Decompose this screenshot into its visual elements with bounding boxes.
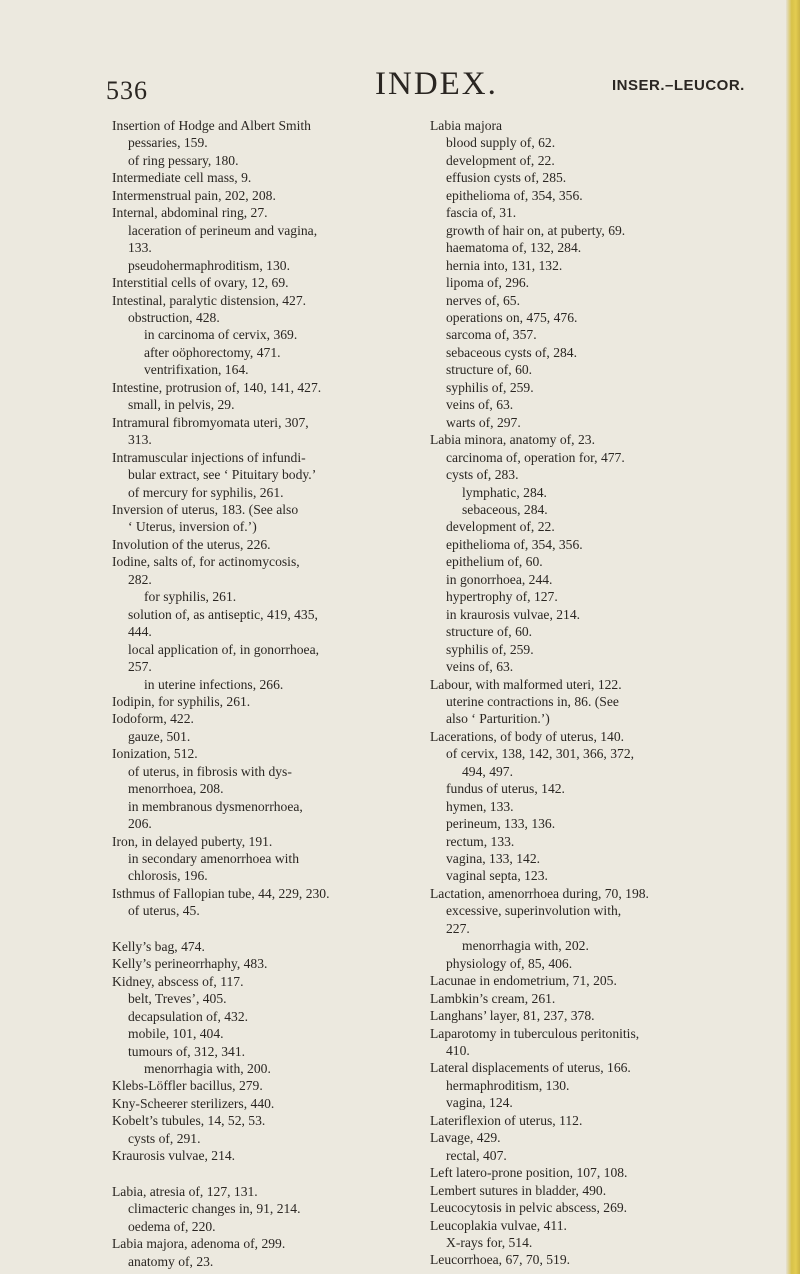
index-subentry: bular extract, see ‘ Pituitary body.’ <box>128 467 317 483</box>
index-entry: Leucocytosis in pelvic abscess, 269. <box>430 1200 628 1216</box>
index-subentry: cysts of, 291. <box>128 1130 201 1146</box>
index-entry: Intramural fibromyomata uteri, 307, <box>112 414 309 430</box>
index-subentry: gauze, 501. <box>128 728 191 744</box>
index-entry: Left latero-prone position, 107, 108. <box>430 1165 628 1181</box>
index-entry: Intestine, protrusion of, 140, 141, 427. <box>112 379 322 395</box>
index-subentry: ventrifixation, 164. <box>144 362 249 378</box>
index-entry: Lacunae in endometrium, 71, 205. <box>430 973 617 989</box>
index-entry: Kny-Scheerer sterilizers, 440. <box>112 1095 275 1111</box>
index-entry: Intermediate cell mass, 9. <box>112 170 252 186</box>
index-entry: Labour, with malformed uteri, 122. <box>430 676 622 692</box>
index-entry: Intramuscular injections of infundi- <box>112 449 306 465</box>
index-entry: Iodoform, 422. <box>112 711 194 727</box>
index-entry: Lacerations, of body of uterus, 140. <box>430 728 625 744</box>
index-subentry: fascia of, 31. <box>446 205 517 221</box>
index-subentry: menorrhoea, 208. <box>128 781 224 797</box>
index-subentry: chlorosis, 196. <box>128 868 208 884</box>
index-subentry: hymen, 133. <box>446 798 514 814</box>
index-entry: Kidney, abscess of, 117. <box>112 973 244 989</box>
index-subentry: local application of, in gonorrhoea, <box>128 641 320 657</box>
index-entry: Kraurosis vulvae, 214. <box>112 1148 236 1164</box>
index-subentry: belt, Treves’, 405. <box>128 991 227 1007</box>
index-subentry: in uterine infections, 266. <box>144 676 284 692</box>
index-subentry: hernia into, 131, 132. <box>446 257 563 273</box>
index-subentry: syphilis of, 259. <box>446 641 534 657</box>
index-entry: Leucoplakia vulvae, 411. <box>430 1217 567 1233</box>
index-entry: Intermenstrual pain, 202, 208. <box>112 187 276 203</box>
index-subentry: ‘ Uterus, inversion of.’) <box>128 519 257 535</box>
index-subentry: excessive, superinvolution with, <box>446 903 622 919</box>
page-number: 536 <box>106 76 148 105</box>
index-subentry: of uterus, in fibrosis with dys- <box>128 763 292 779</box>
running-head: INSER.–LEUCOR. <box>612 77 745 94</box>
index-entry: Iodipin, for syphilis, 261. <box>112 693 251 709</box>
index-subentry: epithelioma of, 354, 356. <box>446 187 583 203</box>
index-entry: Langhans’ layer, 81, 237, 378. <box>430 1008 595 1024</box>
index-subentry: for syphilis, 261. <box>144 589 237 605</box>
index-subentry: climacteric changes in, 91, 214. <box>128 1201 301 1217</box>
index-entry: Iron, in delayed puberty, 191. <box>112 833 273 849</box>
index-subentry: in secondary amenorrhoea with <box>128 851 299 867</box>
index-entry: Labia minora, anatomy of, 23. <box>430 432 595 448</box>
index-subentry: structure of, 60. <box>446 362 533 378</box>
index-subentry: 227. <box>446 920 470 936</box>
index-subentry: development of, 22. <box>446 519 555 535</box>
index-entry: Insertion of Hodge and Albert Smith <box>112 118 311 133</box>
index-subentry: 257. <box>128 659 152 675</box>
index-subentry: physiology of, 85, 406. <box>446 955 573 971</box>
index-subentry: in membranous dysmenorrhoea, <box>128 798 303 814</box>
index-entry: Isthmus of Fallopian tube, 44, 229, 230. <box>112 885 330 901</box>
index-subentry: vaginal septa, 123. <box>446 868 548 884</box>
index-subentry: of mercury for syphilis, 261. <box>128 484 284 500</box>
index-entry: Internal, abdominal ring, 27. <box>112 205 268 221</box>
index-subentry: vagina, 124. <box>446 1095 513 1111</box>
index-subentry: sebaceous cysts of, 284. <box>446 344 577 360</box>
index-subentry: hermaphroditism, 130. <box>446 1077 570 1093</box>
index-subentry: growth of hair on, at puberty, 69. <box>446 222 626 238</box>
index-subentry: oedema of, 220. <box>128 1218 216 1234</box>
index-entry: Lactation, amenorrhoea during, 70, 198. <box>430 885 649 901</box>
index-subentry: in kraurosis vulvae, 214. <box>446 606 581 622</box>
index-entry: Labia, atresia of, 127, 131. <box>112 1183 258 1199</box>
index-entry: Interstitial cells of ovary, 12, 69. <box>112 275 289 291</box>
index-entry: Lembert sutures in bladder, 490. <box>430 1182 607 1198</box>
index-entry: Intestinal, paralytic distension, 427. <box>112 292 307 308</box>
index-subentry: 494, 497. <box>462 763 513 779</box>
index-subentry: of cervix, 138, 142, 301, 366, 372, <box>446 746 635 762</box>
index-subentry: haematoma of, 132, 284. <box>446 240 582 256</box>
index-entry: Kobelt’s tubules, 14, 52, 53. <box>112 1113 266 1129</box>
index-entry: Laparotomy in tuberculous peritonitis, <box>430 1025 640 1041</box>
index-subentry: tumours of, 312, 341. <box>128 1043 246 1059</box>
index-subentry: lymphatic, 284. <box>462 484 547 500</box>
index-entry: Labia majora, adenoma of, 299. <box>112 1236 286 1252</box>
index-subentry: nerves of, 65. <box>446 292 520 308</box>
index-subentry: 444. <box>128 624 152 640</box>
index-subentry: of uterus, 45. <box>128 903 200 919</box>
index-subentry: rectal, 407. <box>446 1147 507 1163</box>
left-column <box>112 117 397 1270</box>
index-subentry: epithelium of, 60. <box>446 554 543 570</box>
index-entry: Lavage, 429. <box>430 1130 501 1146</box>
index-subentry: obstruction, 428. <box>128 309 220 325</box>
section-gap <box>112 920 397 938</box>
index-subentry: development of, 22. <box>446 152 555 168</box>
index-subentry: effusion cysts of, 285. <box>446 170 567 186</box>
index-subentry: anatomy of, 23. <box>128 1253 214 1269</box>
index-subentry: mobile, 101, 404. <box>128 1026 224 1042</box>
index-subentry: X-rays for, 514. <box>446 1235 533 1250</box>
index-entry: Lateriflexion of uterus, 112. <box>430 1112 583 1128</box>
page-edge <box>786 0 800 1274</box>
index-subentry: solution of, as antiseptic, 419, 435, <box>128 606 318 622</box>
index-entry: Labia majora <box>430 118 503 133</box>
index-entry: Klebs-Löffler bacillus, 279. <box>112 1078 263 1094</box>
index-subentry: pseudohermaphroditism, 130. <box>128 257 290 273</box>
index-subentry: in carcinoma of cervix, 369. <box>144 327 298 343</box>
index-entry: Lateral displacements of uterus, 166. <box>430 1060 631 1076</box>
index-subentry: hypertrophy of, 127. <box>446 589 558 605</box>
index-subentry: structure of, 60. <box>446 624 533 640</box>
index-subentry: menorrhagia with, 202. <box>462 938 589 954</box>
index-subentry: cysts of, 283. <box>446 467 519 483</box>
index-entry: Ionization, 512. <box>112 746 198 762</box>
index-subentry: blood supply of, 62. <box>446 135 556 151</box>
index-subentry: 313. <box>128 432 152 448</box>
index-subentry: veins of, 63. <box>446 397 514 413</box>
index-subentry: 206. <box>128 816 152 832</box>
index-subentry: carcinoma of, operation for, 477. <box>446 449 625 465</box>
index-subentry: operations on, 475, 476. <box>446 309 578 325</box>
index-subentry: laceration of perineum and vagina, <box>128 222 318 238</box>
index-entry: Inversion of uterus, 183. (See also <box>112 501 299 517</box>
index-subentry: pessaries, 159. <box>128 135 208 151</box>
index-subentry: 282. <box>128 571 152 587</box>
index-subentry: sebaceous, 284. <box>462 501 548 517</box>
index-entry: Kelly’s perineorrhaphy, 483. <box>112 956 268 972</box>
index-subentry: veins of, 63. <box>446 659 514 675</box>
index-entry: Involution of the uterus, 226. <box>112 536 271 552</box>
index-subentry: rectum, 133. <box>446 833 515 849</box>
index-subentry: sarcoma of, 357. <box>446 327 537 343</box>
index-subentry: 410. <box>446 1043 470 1059</box>
index-subentry: 133. <box>128 240 152 256</box>
index-subentry: syphilis of, 259. <box>446 379 534 395</box>
index-entry: Leucorrhoea, 67, 70, 519. <box>430 1252 571 1268</box>
index-subentry: small, in pelvis, 29. <box>128 397 235 413</box>
index-subentry: after oöphorectomy, 471. <box>144 344 281 360</box>
section-gap <box>112 1165 397 1183</box>
index-title: INDEX. <box>375 66 498 102</box>
index-subentry: vagina, 133, 142. <box>446 851 541 867</box>
index-entry: Iodine, salts of, for actinomycosis, <box>112 554 300 570</box>
index-subentry: perineum, 133, 136. <box>446 816 556 832</box>
right-column <box>430 117 762 1269</box>
index-subentry: epithelioma of, 354, 356. <box>446 536 583 552</box>
index-entry: Kelly’s bag, 474. <box>112 938 205 954</box>
index-subentry: warts of, 297. <box>446 414 521 430</box>
index-subentry: of ring pessary, 180. <box>128 152 239 168</box>
index-subentry: also ‘ Parturition.’) <box>446 711 550 727</box>
index-subentry: lipoma of, 296. <box>446 275 530 291</box>
page-header <box>0 66 800 106</box>
index-subentry: decapsulation of, 432. <box>128 1008 249 1024</box>
index-subentry: in gonorrhoea, 244. <box>446 571 553 587</box>
index-subentry: uterine contractions in, 86. (See <box>446 693 619 709</box>
index-subentry: menorrhagia with, 200. <box>144 1061 271 1077</box>
index-subentry: fundus of uterus, 142. <box>446 781 565 797</box>
index-entry: Lambkin’s cream, 261. <box>430 990 556 1006</box>
